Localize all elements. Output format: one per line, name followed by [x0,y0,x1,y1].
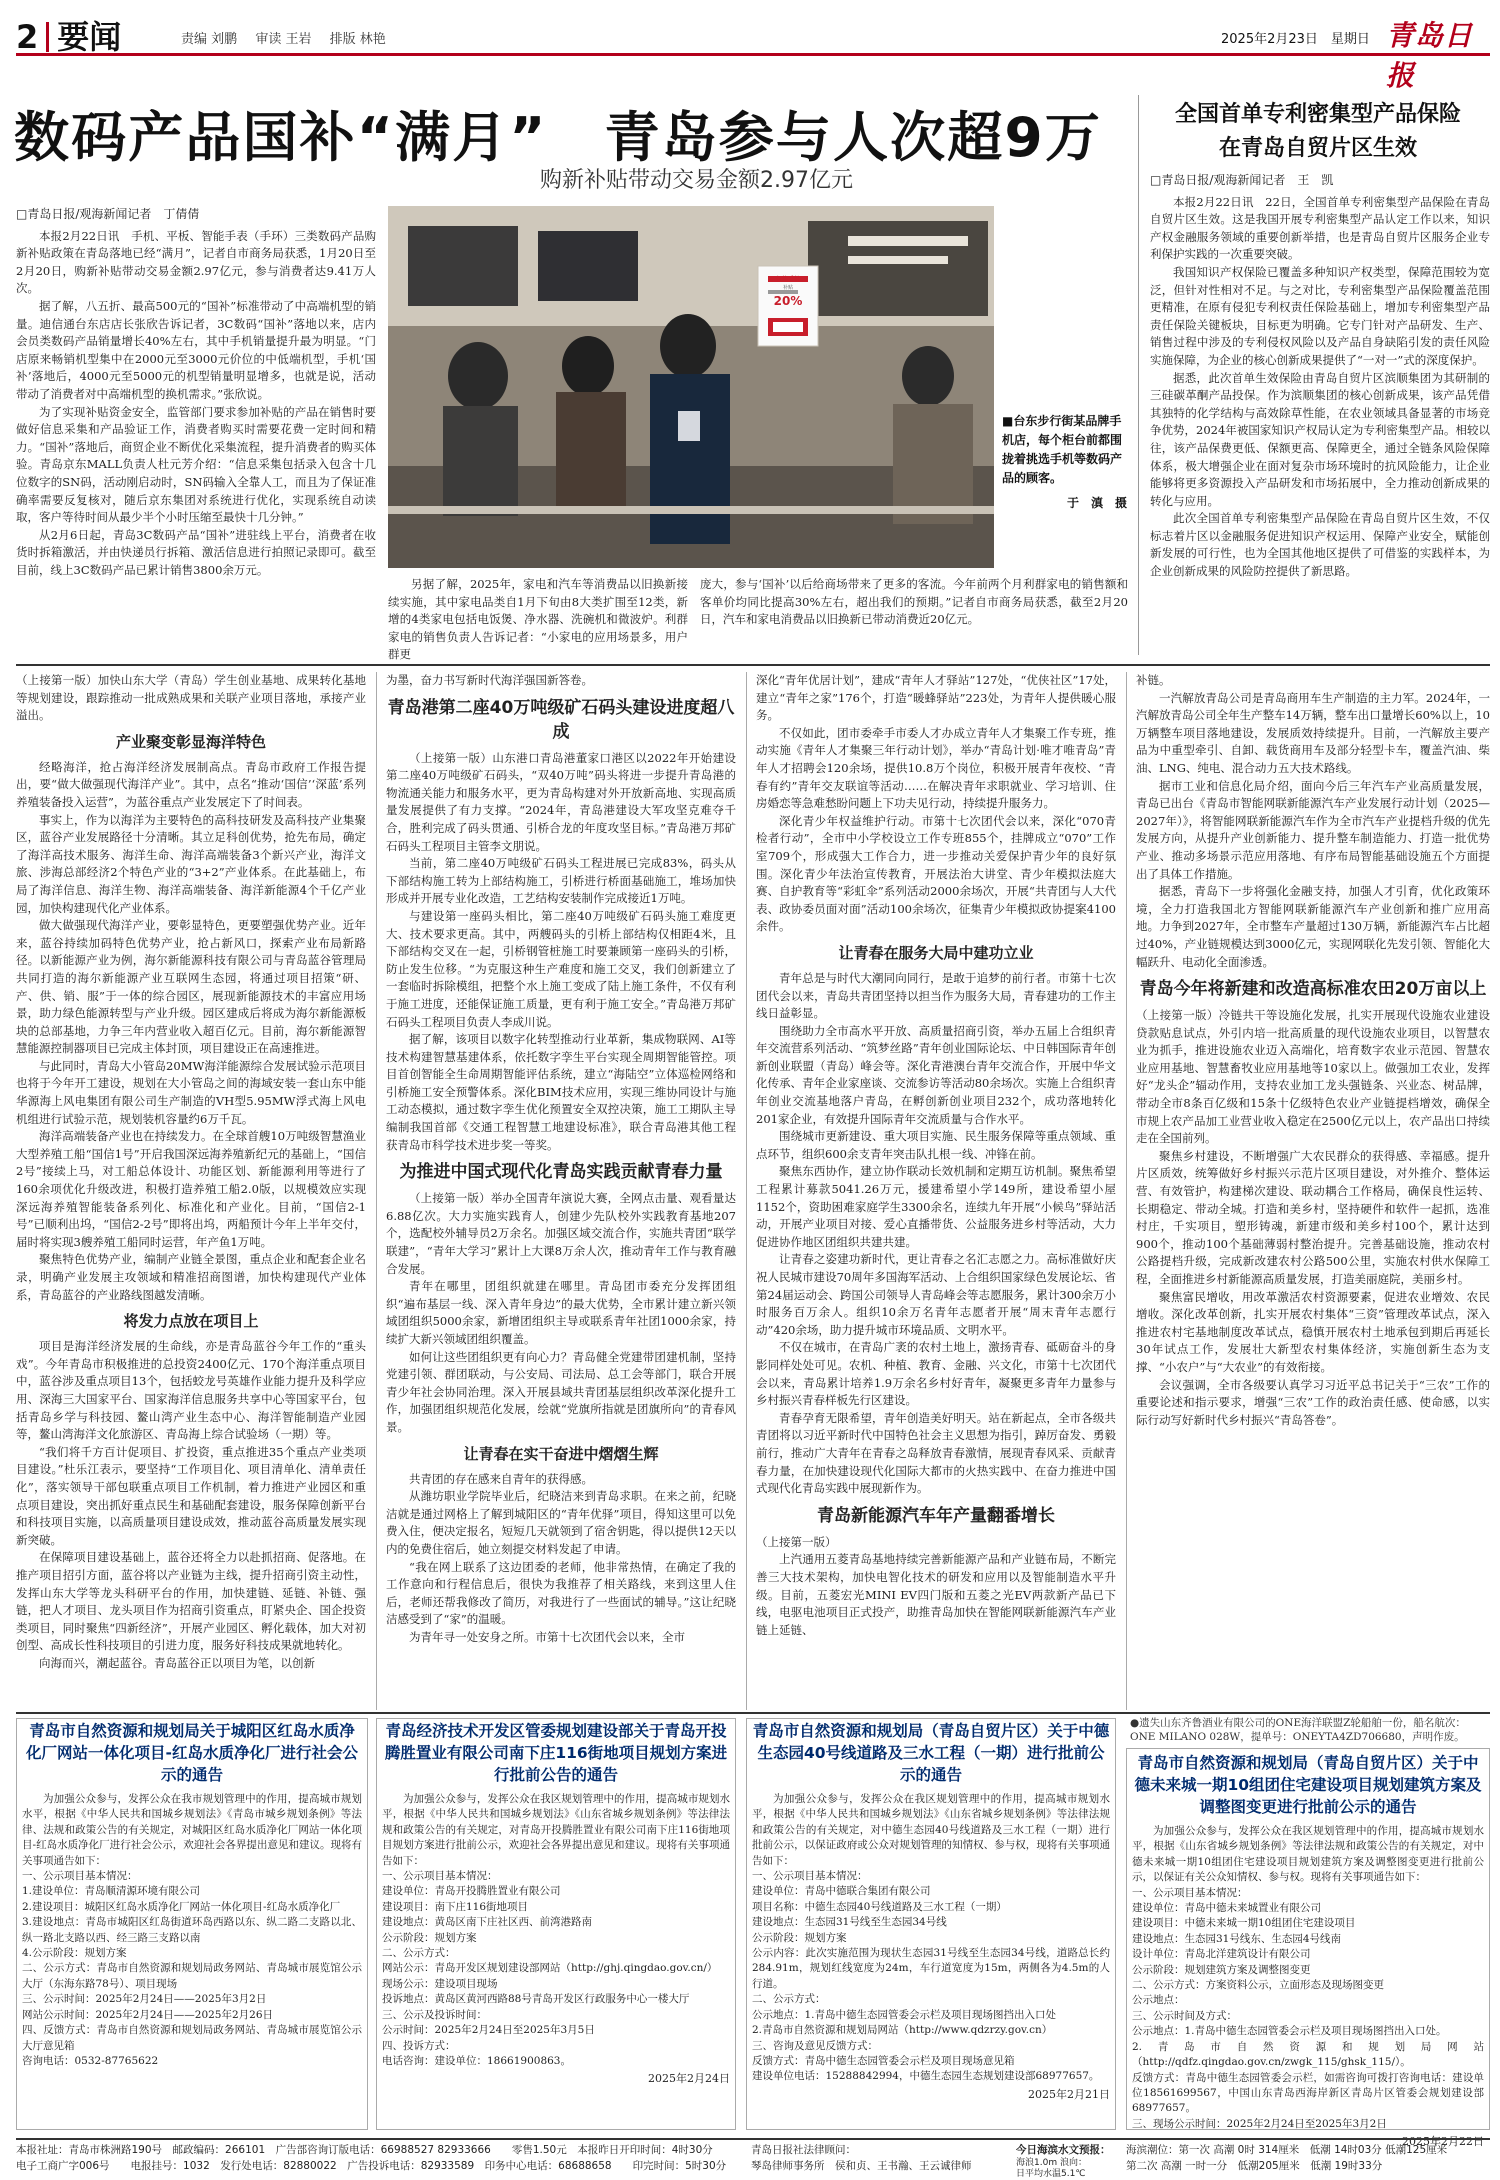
sec-new-energy: 青岛新能源汽车年产量翻番增长 [817,1505,1055,1526]
lead-story-col2: 另据了解，2025年，家电和汽车等消费品以旧换新接续实施，其中家电品类自1月下旬由8大类扩围至12类，新增的4类家电包括电饭煲、净水器、洗碗机和微波炉。利群家电的销售负责人告诉记者：“小家电的应用场景多，用户群更 [388,577,688,662]
side-byline: □青岛日报/观海新闻记者 王 凯 [1150,173,1334,187]
notices-rule [16,1712,1490,1714]
sec-youth: 为推进中国式现代化青岛实践贡献青春力量 [399,1162,723,1183]
side-story-title: 全国首单专利密集型产品保险 在青岛自贸片区生效 [1174,102,1461,161]
notice-2: 青岛经济技术开发区管委规划建设部关于青岛开投腾胜置业有限公司南下庄116街地项目规划方案进行批前公告的通告 为加强公众参与，发挥公众在我区规划管理中的作用，提高城市规划水平，根据《中华人民共和国城乡规划法》《山东省城乡规划条例》等法律法规和政策公告的有关规定，对青岛开投腾胜置业有限公司南下庄116街地项目规划方案进行批前公示，欢迎社会各界提出意见和建议。现将有关事项通告如下： 一、公示项目基本情况： 建设单位：青岛开投腾胜置业有限公司 建设项目：南下庄116街地项目 建设地点：黄岛区南下庄社区西、前湾港路南 公示阶段：规划方案 二、公示方式： 网站公示：青岛开发区规划建设部网站（http://ghj.qingdao.gov.cn/） 现场公示：建设项目现场 投诉地点：黄岛区黄河西路88号青岛开发区行政服务中心一楼大厅 三、公示及投诉时间： 公示时间：2025年2月24日至2025年3月5日 四、投诉方式： 电话咨询：建设单位：18661900863。 2025年2月24日 [382,1722,730,2086]
sec-marine-industry: 产业聚变彰显海洋特色 [115,732,266,751]
notice-4: 青岛市自然资源和规划局（青岛自贸片区）关于中德未来城一期10组团住宅建设项目规划建筑方案及调整图变更进行批前公示的通告 为加强公众参与，发挥公众在我区规划管理中的作用，提高城市规划水平，根据《山东省城乡规划条例》等法律法规和政策公告的有关规定，对中德未来城一期10组团住宅建设项目规划建筑方案及调整图变更进行批前公示，以保证有关公众知情权、参与权。现将有关事项通告如下： 一、公示项目基本情况： 建设单位：青岛中德未来城置业有限公司 建设项目：中德未来城一期10组团住宅建设项目 建设地点：生态园31号线东、生态园4号线南 设计单位：青岛北洋建筑设计有限公司 公示阶段：规划建筑方案及调整图变更 二、公示方式：方案资料公示，立面形态及现场图变更 公示地点： 三、公示时间及方式： 公示地点：1.青岛中德生态园管委会示栏及项目现场图挡出入口处。 2.青岛市自然资源和规划局网站（http://qdfz.qingdao.gov.cn/zwgk_115/ghsk_115/）。 反馈方式：青岛中德生态园管委会示栏，如需咨询可拨打咨询电话：建设单位18561699567，中国山东青岛西海岸新区青岛片区管委会规划建设部68977657。 三、现场公示时间：2025年2月24日至2025年3月2日 2025年2月22日 [1132,1754,1484,2149]
lead-story-col1: □青岛日报/观海新闻记者 丁倩倩 本报2月22日讯 手机、平板、智能手表（手环）三类数码产品购新补贴政策在青岛落地已经“满月”，记者自市商务局获悉，1月20日至2月20日，购新补贴带动交易金额2.97亿元，参与消费者达9.41万人次。 据了解，八五折、最高500元的“国补”标准带动了中高端机型的销量。迪信通台东店店长张欣告诉记者，3C数码“国补”落地以来，店内会员类数码产品销量增长40%左右，其中手机销量提升最为明显。“门店原来畅销机型集中在2000元至3000元价位的中低端机型，手机‘国补’落地后，4000元至5000元的机型销量明显增多，也就是说，活动带动了消费者对中高端机型的换机需求。”张欣说。 为了实现补贴资金安全，监管部门要求参加补贴的产品在销售时要做好信息采集和产品验证工作，消费者购买时需要花费一定时间和精力。“国补”落地后，商贸企业不断优化采集流程，提升消费者的购买体验。青岛京东MALL负责人杜元芳介绍：“信息采集包括录入包含十几位数字的SN码，活动刚启动时，SN码输入全靠人工，而且为了保证准确率需要反复核对，随后京东集团对系统进行优化，实现系统自动读取，客户等待时间从最少半个小时压缩至最快十几分钟。” 从2月6日起，青岛3C数码产品“国补”进驻线上平台，消费者在收货时拆箱激活，并由快递员行拆箱、激活信息进行拍照记录即可。截至目前，线上3C数码产品已累计销售3800余万元。 [16,207,376,577]
photo-credit: 于 滇 摄 [1066,496,1127,510]
lead-subhead: 购新补贴带动交易金额2.97亿元 [540,168,853,193]
store-photo-illustration [388,206,994,568]
sec-youth-service: 让青春在服务大局中建功立业 [838,943,1034,962]
notice-1: 青岛市自然资源和规划局关于城阳区红岛水质净化厂网站一体化项目-红岛水质净化厂进行社会公示的通告 为加强公众参与，发挥公众在我市规划管理中的作用，提高城市规划水平，根据《中华人民共和国城乡规划法》《青岛市城乡规划条例》等法律、法规和政策公告的有关规定，对城阳区红岛水质净化厂网站一体化项目-红岛水质净化厂进行社会公示，欢迎社会各界提出意见和建议。现将有关事项通告如下： 一、公示项目基本情况： 1.建设单位：青岛顺清源环境有限公司 2.建设项目：城阳区红岛水质净化厂网站一体化项目-红岛水质净化厂 3.建设地点：青岛市城阳区红岛街道环岛西路以东、纵二路二支路以北、纵一路北支路以西、经三路三支路以南 4.公示阶段：规划方案 二、公示方式：青岛市自然资源和规划局政务网站、青岛城市展览馆公示大厅（东海东路78号）、项目现场 三、公示时间：2025年2月24日——2025年3月2日 网站公示时间：2025年2月24日——2025年2月26日 四、反馈方式：青岛市自然资源和规划局政务网站、青岛城市展览馆公示大厅意见箱 咨询电话：0532-87765622 [22,1722,362,2067]
photo-caption: ■台东步行街某品牌手机店，每个柜台前都围拢着挑选手机等数码产品的顾客。 于 滇 摄 [1002,412,1127,513]
lead-headline: 数码产品国补“满月” 青岛参与人次超9万 [14,106,1102,169]
sec-port: 青岛港第二座40万吨级矿石码头建设进度超八成 [387,697,735,742]
sign-line1: 智能手机 [775,276,800,283]
masthead [16,12,1490,92]
footer-contact: 本报社址：青岛市株洲路190号 邮政编码：266101 广告部咨询订版电话：66988527 82933666 零售1.50元 本报昨日开印时间：4时30分 电子工商广字006号 电报挂号：1032 发行处电话：82880022 广告投诉电话：82933589 印务中心电话：68688658 印完时间：5时30分 [16,2144,727,2172]
body-col2: 为墨，奋力书写新时代海洋强国新答卷。 青岛港第二座40万吨级矿石码头建设进度超八成 （上接第一版）山东港口青岛港董家口港区以2022年开始建设第二座40万吨级矿石码头，“双40万吨”码头将进一步提升青岛港的物流通关能力和服务水平，更为青岛构建对外开放新高地、实现高质量发展提供了有力支撑。“2024年，青岛港建设大军攻坚克难夺千合，胜利完成了码头贯通、引桥合龙的年度攻坚目标。”青岛港万邦矿石码头工程项目主管李文朋说。 当前，第二座40万吨级矿石码头工程进展已完成83%，码头从下部结构施工转为上部结构施工，引桥进行桥面基础施工，堆场加快形成并开展专业化改造，工艺结构安装制作完成接近1万吨。 与建设第一座码头相比，第二座40万吨级矿石码头施工难度更大、技术要求更高。其中，两艘码头的引桥上部结构仅相距4米，且下部结构交叉在一起，引桥钢管桩施工时要兼顾第一座码头的引桥，防止发生位移。“为克服这种生产难度和施工交叉，我们创新建立了一套临时拆除模组，把整个水上施工变成了陆上施工条件，不仅有利于施工进度，还能保证施工质量，更有利于施工安全。”青岛港万邦矿石码头工程项目负责人李成川说。 据了解，该项目以数字化转型推动行业革新，集成物联网、AI等技术构建智慧基建体系，依托数字孪生平台实现全周期智能管控。项目首创智能全生命周期智能评估系统，建立“海陆空”立体巡检网络和引桥施工安全预警体系。深化BIM技术应用，实现三维协同设计与施工动态模拟，通过数字孪生优化预置安全双控决策，施工工期队主导编制我国首部《交通工程智慧工地建设标准》，联合青岛港其他工程获青岛市科学技术进步奖一等奖。 为推进中国式现代化青岛实践贡献青春力量 （上接第一版）举办全国青年演说大赛，全网点击量、观看量达6.88亿次。大力实施实践育人，创建少先队校外实践教育基地207个，选配校外辅导员2万余名。加强区域交流合作，实施共青团“联学联建”，“青年大学习”累计上大课8万余人次，推动青年工作与教育融合发展。 青年在哪里，团组织就建在哪里。青岛团市委充分发挥团组织“遍布基层一线、深入青年身边”的最大优势，全市累计建立新兴领域团组织5000余家，新增团组织主导或联系青年社团1000余家，持续扩大新兴领域团组织覆盖。 如何让这些团组织更有向心力？青岛健全党建带团建机制，坚持党建引领、群团联动，与公安局、司法局、总工会等部门，联合开展青少年社会协同治理。深入开展县域共青团基层组织改革深化提升工作，加强团组织规范化发展，绘就“党旗所指就是团旗所向”的青春风景。 让青春在实干奋进中熠熠生辉 共青团的存在感来自青年的获得感。 从潍坊职业学院毕业后，纪晓洁来到青岛求职。在来之前，纪晓洁就是通过网格上了解到城阳区的“青年优驿”项目，得知这里可以免费入住，便决定报名，短短几天就领到了宿舍钥匙，得以提供12天以内的免费住宿后，她立刻提交材料发起了申请。 “我在网上联系了这边团委的老师，他非常热情，在确定了我的工作意向和行程信息后，很快为我推荐了相关路线，来到这里人住后，老师还帮我修改了简历，对我进行了一些面试的辅导。”这让纪晓洁感受到了“家”的温暖。 为青年寻一处安身之所。市第十七次团代会以来，全市 [386,673,736,1644]
footer-sea-forecast: 今日海滨水文预报： 海浪1.0m 浪向： 日平均水温5.1℃ [1016,2144,1111,2179]
column-divider [1138,95,1139,655]
store-photo [388,206,994,568]
column-divider [376,672,377,1710]
body-col3: 深化“青年优居计划”，建成“青年人才驿站”127处，“优侠社区”17处，建立“青年之家”176个，打造“暖蜂驿站”223处，为青年人提供暖心服务。 不仅如此，团市委牵手市委人才办成立青年人才集聚工作专班，推动实施《青年人才集聚三年行动计划》，举办“青岛计划·唯才唯青岛”青年人才招聘会120余场，提供10.8万个岗位，积极开展青年夜校、“青春有约”青年交友联谊等活动……在解决青年求职就业、学习培训、住房婚恋等急难愁盼问题上下功夫见行动，持续提升服务力。 深化青少年权益维护行动。市第十七次团代会以来，深化“070青检者行动”，全市中小学校设立工作专班855个，挂牌成立“070”工作室709个，形成强大工作合力，进一步推动关爱保护青少年的良好氛围。深化青少年法治宣传教育，开展法治大讲堂、青少年模拟法庭大赛、自护教育等“彩虹伞”系列活动2000余场次，开展“共青团与人大代表、政协委员面对面”活动100余场次，征集青少年模拟政协提案4100余件。 让青春在服务大局中建功立业 青年总是与时代大潮同向同行，是敢于追梦的前行者。市第十七次团代会以来，青岛共青团坚持以担当作为服务大局，青春建功的工作主线日益彰显。 围绕助力全市高水平开放、高质量招商引资，举办五届上合组织青年交流营系列活动、“筑梦丝路”青年创业国际论坛、中日韩国际青年创新创业联盟（青岛）峰会等。深化青港澳台青年交流合作，开展中华文化传承、青年企业家座谈、交流参访等活动80余场次。实施上合组织青年创业交流基地落户青岛，在孵创新创业项目232个，成功落地转化201家企业，有效提升国际青年交流质量与合作水平。 围绕城市更新建设、重大项目实施、民生服务保障等重点领域、重点环节，组织600余支青年突击队扎根一线、冲锋在前。 聚焦东西协作，建立协作联动长效机制和定期互访机制。聚焦希望工程累计募款5041.26万元，援建希望小学149所，建设希望小屋1152个，资助困难家庭学生3300余名，连续九年开展“小候鸟”驿站活动，开展产业项目对接、爱心直播带货、公益服务进乡村等活动，大力促进协作地区团组织共建共建。 让青春之姿建功新时代，更让青春之名汇志愿之力。高标准做好庆祝人民城市建设70周年多国海军活动、上合组织国家绿色发展论坛、省第24届运动会、跨国公司领导人青岛峰会等志愿服务，累计300余万小时服务百万余人。组织10余万名青年志愿者开展“周末青年志愿行动”420余场，助力提升城市环境品质、文明水平。 不仅在城市，在青岛广袤的农村土地上，激扬青春、砥砺奋斗的身影同样处处可见。农机、种植、教育、金融、兴文化，市第十七次团代会以来，青岛累计培养1.9万余名乡村好青年，凝聚更多青年力量参与乡村振兴青春样板先行区建设。 青春孕育无限希望，青年创造美好明天。站在新起点，全市各级共青团将以习近平新时代中国特色社会主义思想为指引，踔厉奋发、勇毅前行，推动广大青年在青春之岛释放青春激情，展现青春风采、贡献青春力量，在加快建设现代化国际大都市的火热实践中、在奋力推进中国式现代化青岛实践中展现新作为。 青岛新能源汽车年产量翻番增长 （上接第一版） 上汽通用五菱青岛基地持续完善新能源产品和产业链布局，不断完善三大技术架构，加快电智化技术的研发和应用以及智能制造水平升级。目前，五菱宏光MINI EV四门版和五菱之光EV两款新产品已下线，电驱电池项目正式投产，助推青岛加快在智能网联新能源汽车产业链上延链、 [756,673,1116,1637]
footer-tide: 海滨潮位：第一次 高潮 0时 314厘米 低潮 14时03分 低潮125厘米 第二次 高潮 一时一分 低潮205厘米 低潮 19时33分 [1126,2144,1448,2172]
subsidy-sign [758,266,818,346]
lead-byline: □青岛日报/观海新闻记者 丁倩倩 [16,207,200,221]
sec-projects: 将发力点放在项目上 [123,1312,259,1331]
editor-credits: 责编 刘鹏 审读 王岩 排版 林艳 [181,32,386,47]
column-divider [1126,672,1127,1710]
column-divider [746,672,747,1710]
section-name: 要闻 [57,18,122,56]
page-number: 2 要闻 [16,18,122,56]
sec-farmland: 青岛今年将新建和改造高标准农田20万亩以上 [1139,979,1487,1000]
lost-notice: ●遗失山东齐鲁酒业有限公司的ONE海洋联盟Z轮船舶一份，船名航次：ONE MILANO 028W，提单号：ONEYTA4ZD706680，声明作废。 [1130,1717,1466,1743]
sign-percent: 20% [773,294,803,308]
issue-date: 2025年2月23日 星期日 [1221,32,1370,47]
sec-youth-work: 让青春在实干奋进中熠熠生辉 [463,1444,659,1463]
footer-legal: 青岛日报社法律顾问： 琴岛律师事务所 侯和贞、王书瀚、王云诚律师 [751,2144,972,2172]
page-divider [46,22,49,52]
lead-story-col3: 庞大，参与‘国补’以后给商场带来了更多的客流。今年前两个月利群家电的销售额和客单价均同比提高30%左右，超出我们的预期。”记者自市商务局获悉，截至2月20日，汽车和家电消费品以旧换新已带动消费近20亿元。 [700,577,1128,627]
notice-3: 青岛市自然资源和规划局（青岛自贸片区）关于中德生态园40号线道路及三水工程（一期）进行批前公示的通告 为加强公众参与，发挥公众在我区规划管理中的作用，提高城市规划水平，根据《中华人民共和国城乡规划法》《山东省城乡规划条例》等法律法规和政策公告的有关规定，对中德生态园40号线道路及三水工程（一期）进行批前公示，以保证政府或公众对规划管理的知情权、参与权，现将有关事项通告如下： 一、公示项目基本情况： 建设单位：青岛中德联合集团有限公司 项目名称：中德生态园40号线道路及三水工程（一期） 建设地点：生态园31号线至生态园34号线 公示阶段：规划方案 公示内容：此次实施范围为现状生态园31号线至生态园34号线，道路总长约284.91m，规划红线宽度为24m，车行道宽度为15m，两侧各为4.5m的人行道。 二、公示方式： 公示地点：1.青岛中德生态园管委会示栏及项目现场图挡出入口处 2.青岛市自然资源和规划局网站（http://www.qdzrzy.gov.cn） 三、咨询及意见反馈方式： 反馈方式：青岛中德生态园管委会示栏及项目现场意见箱 建设单位电话：15288842994，中德生态园生态规划建设部68977657。 2025年2月21日 [752,1722,1110,2101]
sign-line2: 补贴 [782,285,793,291]
body-col4: 补链。 一汽解放青岛公司是青岛商用车生产制造的主力军。2024年，一汽解放青岛公司全年生产整车14万辆，整车出口量增长60%以上，10万辆整车项目落地建设，发展质效持续提升。目前，一汽解放主要产品为中重型牵引、自卸、载货商用车及部分轻型卡车，覆盖汽油、柴油、LNG、纯电、混合动力五大技术路线。 据市工业和信息化局介绍，面向今后三年汽车产业高质量发展，青岛已出台《青岛市智能网联新能源汽车产业发展行动计划（2025—2027年）》，将智能网联新能源汽车作为全市汽车产业提档升级的优先发展方向，从提升产业创新能力、提升整车制造能力、打造一批优势产业、推动多场景示范应用落地、有序布局智能基础设施五个方面提出了具体工作措施。 据悉，青岛下一步将强化金融支持，加强人才引育，优化政策环境，全力打造我国北方智能网联新能源汽车产业创新和推广应用高地。力争到2027年，全市整车产量超过130万辆，新能源汽车占比超过40%，产业链规模达到3000亿元，实现网联化先发引领、智能化大幅跃升、电动化全面渗透。 青岛今年将新建和改造高标准农田20万亩以上 （上接第一版）冷链共干等设施化发展，扎实开展现代设施农业建设贷款贴息试点，外引内培一批高质量的现代设施农业项目，以智慧农业为抓手，推进设施农业迈入高端化，培育数字农业示范园、智慧农业应用基地、智慧畜牧业应用基地等10家以上。做强加工农业，发挥好“龙头企”辐动作用，支持农业加工龙头强链条、兴业态、树品牌，带动全市8条百亿级和15条十亿级特色农业产业链提档增效，确保全市规上农产品加工业营业收入稳定在2500亿元以上，农产品出口持续走在全国前列。 聚焦乡村建设，不断增强广大农民群众的获得感、幸福感。提升片区质效，统筹做好乡村振兴示范片区项目建设，对外推介、整体运营、有效管护，构建梯次建设、联动耦合工作格局，确保良性运转、长期稳定、带动全城。打造和美乡村，坚持硬件和软件一起抓，选准村庄，千实项目，塑形铸魂，新建市级和美乡村100个，累计达到900个，推动100个基础薄弱村整治提升。完善基础设施，推动农村公路提档升级，完成新改建农村公路500公里，实施农村供水保障工程，全面推进乡村新能源高质量发展，打造美丽庭院，美丽乡村。 聚焦富民增收，用改革激活农村资源要素，促进农业增效、农民增收。深化改革创新，扎实开展农村集体“三资”管理改革试点，深入推进农村宅基地制度改革试点，稳慎开展农村土地承包到期后再延长30年试点工作，发展壮大新型农村集体经济，实施创新生态为支撑、“小农户”与“大农业”的有效衔接。 会议强调，全市各级要认真学习习近平总书记关于“三农”工作的重要论述和指示要求，增强“三农”工作的政治责任感、使命感，以实际行动写好新时代乡村振兴“青岛答卷”。 [1136,673,1490,1427]
body-col1: （上接第一版）加快山东大学（青岛）学生创业基地、成果转化基地等规划建设，跟踪推动一批成熟成果和关联产业项目落地，承接产业溢出。 产业聚变彰显海洋特色 经略海洋，抢占海洋经济发展制高点。青岛市政府工作报告提出，要“做大做强现代海洋产业”。其中，点名“推动‘国信’‘深蓝’系列养殖装备投入运营”，为蓝谷重点产业发展定下了时间表。 事实上，作为以海洋为主要特色的高科技研发及高科技产业集聚区，蓝谷产业发展路径十分清晰。其立足科创优势，抢先布局，确定了海洋高技术服务、海洋生命、海洋高端装备3个新兴产业，海洋文旅、涉海总部经济2个特色产业的“3+2”产业体系。在此基础上，布局了海洋信息、海洋生物、海洋高端装备、海洋新能源4个千亿产业园，加快构建现代化产业体系。 做大做强现代海洋产业，要彰显特色，更要塑强优势产业。近年来，蓝谷持续加码特色优势产业，抢占新风口，探索产业布局新路径。以新能源产业为例，海尔新能源科技有限公司与青岛蓝谷管理局共同打造的海尔新能源产业互联网生态园，将通过项目招策“研、产、供、销、服”于一体的综合园区，展现新能源技术的丰富应用场景，助力绿色能源转型与产业升级。园区建成后将成为海尔新能源板块的总部基地，力争三年内营业收入超百亿元。目前，海尔新能源智慧能源控制器项目已完成主体封顶，项目建设正在高速推进。 与此同时，青岛大小管岛20MW海洋能源综合发展试验示范项目也将于今年开工建设，规划在大小管岛之间的海域安装一套山东中能华源海上风电集团有限公司生产制造的VH型5.95MW浮式海上风电机组进行试验示范，规划装机容量约6万千瓦。 海洋高端装备产业也在持续发力。在全球首艘10万吨级智慧渔业大型养殖工船“国信1号”开启我国深远海养殖新纪元的基础上，“国信2号”接续上马，对工船总体设计、功能区划、新能源利用等进行了160余项优化升级改进，积极打造养殖工船2.0版，以规模效应实现深远海养殖智能装备系列化、标准化和产业化。目前，“国信2-1号”已顺利出坞，“国信2-2号”即将出坞，两船预计今年上半年交付，届时将实现3艘养殖工船同时运营，年产鱼1万吨。 聚焦特色优势产业，编制产业链全景图，重点企业和配套企业名录，明确产业发展主攻领域和精准招商图谱，加快构建现代产业体系，青岛蓝谷的产业路线图越发清晰。 将发力点放在项目上 项目是海洋经济发展的生命线，亦是青岛蓝谷今年工作的“重头戏”。今年青岛市积极推进的总投资2400亿元、170个海洋重点项目中，蓝谷涉及重点项目13个，包括蛟龙号英雄作业能力提升及科学应用、深海三大国家平台、国家海洋信息服务共享中心等国家平台，包括青岛乡学与科技园、鳌山湾产业生态中心、海洋智能制造产业园等，鳌山湾海洋文化旅游区、青岛海上综合试验场（一期）等。 “我们将千方百计促项目、扩投资，重点推进35个重点产业类项目建设。”杜乐江表示，要坚持“工作项目化、项目清单化、清单责任化”，落实领导干部包联重点项目工作机制，着力推进产业园区和重点项目建设，突出抓好重点民生和基础配套建设，服务保障创新平台和科技项目实施，以高质量项目建设成效，推动蓝谷高质量发展实现新突破。 在保障项目建设基础上，蓝谷还将全力以赴抓招商、促落地。在推产项目招引方面，蓝谷将以产业链为主线，提升招商引资主动性，发挥山东大学等龙头科研平台的作用，加快建链、延链、补链、强链，把人才项目、龙头项目作为招商引资重点，盯紧央企、国企投资类项目，同时聚焦“四新经济”，开展产业园区、孵化载体，加大对初创型、高成长性科技项目的引进力度，服务好科技成果就地转化。 向海而兴，潮起蓝谷。青岛蓝谷正以项目为笔，以创新 [16,673,366,1670]
page-footer [16,2138,1490,2179]
newspaper-logo: 青岛日报 [1386,19,1474,92]
side-story-body: □青岛日报/观海新闻记者 王 凯 本报2月22日讯 22日，全国首单专利密集型产品保险在青岛自贸片区生效。这是我国开展专利密集型产品认定工作以来，知识产权金融服务领域的重要创新举措，也是青岛自贸片区服务企业专利保护实践的一次重要突破。 我国知识产权保险已覆盖多种知识产权类型，保障范围较为宽泛，但针对性相对不足。与之对比，专利密集型产品保险覆盖范围更精准，在原有侵犯专利权责任保险基础上，增加专利密集型产品责任保险关键板块，目标更为明确。它专门针对产品研发、生产、销售过程中涉及的专利侵权风险以及产品自身缺陷引发的责任风险实施保障，为企业的核心创新成果提供了“一对一”式的深度保护。 据悉，此次首单生效保险由青岛自贸片区滨顺集团为其研制的三硅碳革酮产品投保。作为滨顺集团的核心创新成果，该产品凭借其独特的化学结构与高效除草性能，在农业领域具备显著的市场竞争优势，2024年被国家知识产权局认定为专利密集型产品。相较以往，该产品保费更低、保额更高、保障更全，通过全链条风险保障体系，极大增强企业在面对复杂市场环境时的抗风险能力，让企业能够将更多资源投入产品研发和市场拓展中，全力推动创新成果的转化与应用。 此次全国首单专利密集型产品保险在青岛自贸片区生效，不仅标志着片区以金融服务促进知识产权运用、保障产业安全，赋能创新发展的可行性，也为全国其他地区提供了可借鉴的实践样本，为企业创新成果的风险防控提供了新思路。 [1150,173,1490,579]
section-rule [16,664,1490,666]
